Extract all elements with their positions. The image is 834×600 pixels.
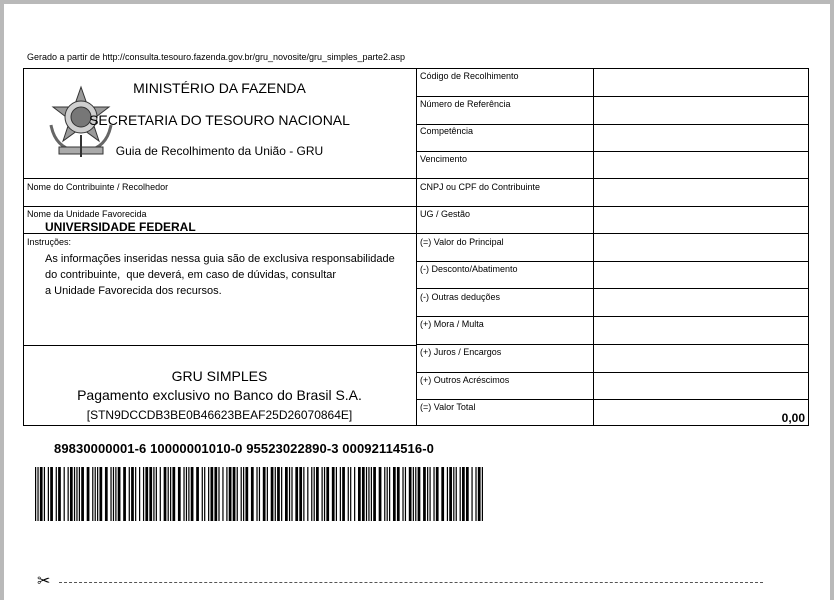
barcode-bar [95, 467, 96, 521]
barcode-bar [74, 467, 75, 521]
barcode-bar [387, 467, 388, 521]
left-divider-4 [23, 345, 416, 346]
field-label-valor-total: (=) Valor Total [420, 402, 476, 412]
barcode-bar [35, 467, 36, 521]
field-label-valor-principal: (=) Valor do Principal [420, 237, 504, 247]
barcode-bar [113, 467, 114, 521]
gru-title: GRU SIMPLES [171, 368, 268, 384]
barcode-bar [229, 467, 232, 521]
barcode-bar [267, 467, 268, 521]
barcode-bar [210, 467, 213, 521]
barcode-bar [70, 467, 73, 521]
barcode-bar [214, 467, 217, 521]
right-divider [416, 178, 809, 179]
right-divider [416, 288, 809, 289]
barcode-bar [449, 467, 452, 521]
gru-form [23, 68, 809, 426]
barcode-bar [340, 467, 341, 521]
right-divider [416, 316, 809, 317]
barcode-bar [482, 467, 483, 521]
barcode-bar [58, 467, 61, 521]
barcode-bar [204, 467, 205, 521]
barcode-bar [123, 467, 126, 521]
left-divider-1 [23, 178, 416, 179]
barcode-digits: 89830000001-6 10000001010-0 95523022890-3 00092114516-0 [54, 441, 434, 456]
barcode-bar [324, 467, 325, 521]
instructions-label: Instruções: [27, 237, 72, 247]
barcode-bar [316, 467, 319, 521]
barcode-bar [237, 467, 238, 521]
barcode-bar [233, 467, 236, 521]
barcode-bar [471, 467, 472, 521]
barcode-bar [40, 467, 43, 521]
barcode-bar [295, 467, 298, 521]
barcode-bar [259, 467, 260, 521]
valor-total-value: 0,00 [781, 411, 805, 425]
right-divider [416, 96, 809, 97]
barcode-bar [281, 467, 282, 521]
barcode-bar [92, 467, 93, 521]
barcode-bar [453, 467, 454, 521]
barcode-bar [418, 467, 421, 521]
right-divider [416, 372, 809, 373]
barcode-bar [475, 467, 476, 521]
barcode-bar [170, 467, 171, 521]
secretariat-name: SECRETARIA DO TESOURO NACIONAL [89, 112, 350, 128]
barcode-bar [402, 467, 403, 521]
barcode-bar [79, 467, 80, 521]
barcode-bar [350, 467, 351, 521]
barcode-bar [277, 467, 280, 521]
dashed-cut-line [59, 582, 763, 583]
field-label-juros-encargos: (+) Juros / Encargos [420, 347, 502, 357]
barcode-bar [373, 467, 376, 521]
barcode-bar [429, 467, 430, 521]
field-label-vencimento: Vencimento [420, 154, 468, 164]
barcode-bar [456, 467, 457, 521]
field-label-desconto: (-) Desconto/Abatimento [420, 264, 518, 274]
barcode-bar [153, 467, 154, 521]
right-divider [416, 261, 809, 262]
field-label-codigo-recolhimento: Código de Recolhimento [420, 71, 519, 81]
barcode-bar [263, 467, 266, 521]
barcode-bar [379, 467, 382, 521]
barcode-bar [348, 467, 349, 521]
barcode-bar [478, 467, 481, 521]
barcode-bar [178, 467, 181, 521]
barcode-bar [241, 467, 242, 521]
barcode-bar [188, 467, 189, 521]
barcode-bar [99, 467, 102, 521]
barcode-bar [447, 467, 448, 521]
barcode-bar [87, 467, 90, 521]
barcode-bar [81, 467, 84, 521]
barcode-bar [56, 467, 57, 521]
barcode-bar [202, 467, 203, 521]
barcode-bar [460, 467, 461, 521]
barcode-bar [366, 467, 367, 521]
barcode-bar [135, 467, 136, 521]
barcode-bar [332, 467, 335, 521]
barcode-bar [307, 467, 308, 521]
ministry-name: MINISTÉRIO DA FAZENDA [133, 80, 306, 96]
barcode-bar [299, 467, 302, 521]
barcode-bar [64, 467, 65, 521]
barcode-bar [441, 467, 444, 521]
barcode-bar [129, 467, 130, 521]
barcode-bar [110, 467, 111, 521]
cut-line [37, 574, 765, 590]
generated-from-note: Gerado a partir de http://consulta.tesouro.fazenda.gov.br/gru_novosite/gru_simples_parte2.asp [27, 52, 406, 62]
barcode-bar [389, 467, 390, 521]
barcode-bar [251, 467, 254, 521]
barcode-bar [196, 467, 199, 521]
barcode-bar [172, 467, 175, 521]
barcode-bar [68, 467, 69, 521]
field-label-mora-multa: (+) Mora / Multa [420, 319, 484, 329]
unit-label: Nome da Unidade Favorecida [27, 209, 147, 219]
barcode-bar [76, 467, 77, 521]
barcode-bar [218, 467, 219, 521]
barcode-bar [423, 467, 426, 521]
barcode-bar [358, 467, 361, 521]
barcode-bar [44, 467, 45, 521]
field-label-outras-deducoes: (-) Outras deduções [420, 292, 501, 302]
field-label-competencia: Competência [420, 126, 474, 136]
right-divider [416, 399, 809, 400]
barcode-bar [354, 467, 355, 521]
barcode-bar [291, 467, 292, 521]
barcode-bar [427, 467, 428, 521]
barcode-bar [131, 467, 134, 521]
right-divider [416, 206, 809, 207]
barcode-bar [405, 467, 406, 521]
barcode-bar [97, 467, 98, 521]
right-divider [416, 233, 809, 234]
instructions-text: As informações inseridas nessa guia são de exclusiva responsabilidade do contribuinte, que deverá, em caso de dúvidas, consultar a Unidade Favorecida dos recursos. [45, 253, 395, 297]
barcode-bar [139, 467, 140, 521]
barcode-image [35, 467, 483, 521]
barcode-bar [415, 467, 416, 521]
barcode-bar [37, 467, 38, 521]
barcode-bar [384, 467, 385, 521]
field-label-ug-gestao: UG / Gestão [420, 209, 471, 219]
right-divider [416, 344, 809, 345]
barcode-bar [311, 467, 312, 521]
barcode-bar [48, 467, 49, 521]
barcode-bar [393, 467, 396, 521]
gru-subtitle: Pagamento exclusivo no Banco do Brasil S.A. [77, 387, 362, 403]
field-label-cnpj-cpf: CNPJ ou CPF do Contribuinte [420, 182, 541, 192]
barcode-bar [183, 467, 184, 521]
barcode-bar [115, 467, 116, 521]
barcode-bar [160, 467, 161, 521]
barcode-bar [118, 467, 121, 521]
barcode-bar [413, 467, 414, 521]
barcode-bar [285, 467, 288, 521]
barcode-bar [409, 467, 412, 521]
barcode-bar [50, 467, 53, 521]
barcode-bar [156, 467, 157, 521]
barcode-bar [222, 467, 223, 521]
barcode-bar [433, 467, 434, 521]
barcode-bar [371, 467, 372, 521]
barcode-bar [164, 467, 167, 521]
barcode-bar [314, 467, 315, 521]
right-divider [416, 151, 809, 152]
barcode-bar [191, 467, 194, 521]
barcode-bar [336, 467, 337, 521]
barcode-bar [275, 467, 276, 521]
unit-value: UNIVERSIDADE FEDERAL [45, 220, 196, 234]
field-label-outros-acrescimos: (+) Outros Acréscimos [420, 375, 510, 385]
barcode-bar [436, 467, 439, 521]
barcode-bar [462, 467, 465, 521]
barcode-bar [168, 467, 169, 521]
barcode-bar [208, 467, 209, 521]
barcode-bar [342, 467, 345, 521]
barcode-bar [105, 467, 108, 521]
barcode-bar [226, 467, 227, 521]
barcode-bar [303, 467, 304, 521]
barcode-bar [362, 467, 365, 521]
document-name: Guia de Recolhimento da União - GRU [115, 144, 324, 158]
barcode-bar [243, 467, 244, 521]
barcode-bar [289, 467, 290, 521]
right-divider [416, 124, 809, 125]
scissors-icon: ✂ [37, 573, 51, 590]
barcode-bar [149, 467, 152, 521]
barcode-bar [397, 467, 400, 521]
barcode-bar [271, 467, 274, 521]
barcode-bar [326, 467, 329, 521]
barcode-bar [322, 467, 323, 521]
left-divider-2 [23, 206, 416, 207]
barcode-bar [256, 467, 257, 521]
gru-identifier: [STN9DCCDB3BE0B46623BEAF25D26070864E] [86, 408, 353, 422]
barcode-bar [466, 467, 469, 521]
field-label-numero-referencia: Número de Referência [420, 99, 511, 109]
contributor-label: Nome do Contribuinte / Recolhedor [27, 182, 169, 192]
barcode-bar [143, 467, 144, 521]
barcode-bar [368, 467, 369, 521]
barcode-bar [245, 467, 248, 521]
barcode-bar [145, 467, 148, 521]
barcode-bar [186, 467, 187, 521]
